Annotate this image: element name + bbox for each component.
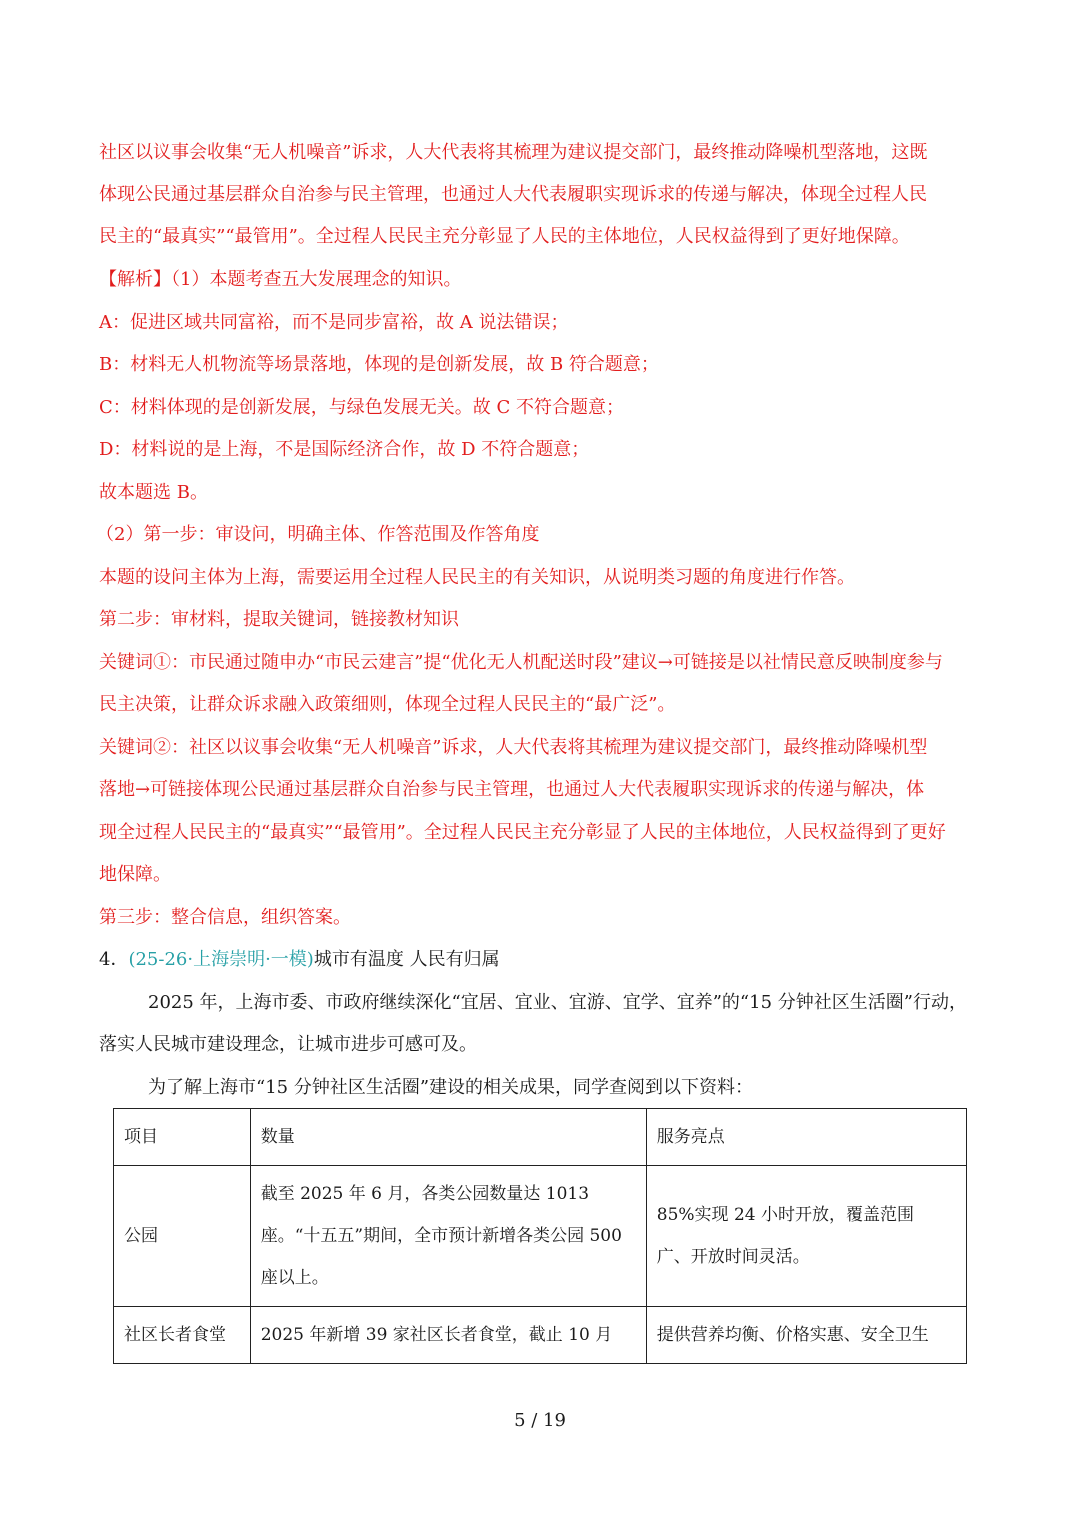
step1-title: （2）第一步：审设问，明确主体、作答范围及作答角度 [96, 524, 540, 545]
analysis-intro [99, 268, 989, 292]
highlight-line: 85%实现 24 小时开放，覆盖范围 [656, 1205, 914, 1225]
option-a: A：促进区域共同富裕，而不是同步富裕，故 A 说法错误； [99, 312, 569, 333]
table-cell-highlight [646, 1166, 966, 1307]
quantity-line: 座以上。 [260, 1268, 329, 1288]
answer-line-2: 体现公民通过基层群众自治参与民主管理，也通过人大代表履职实现诉求的传递与解决，体现全过程人民 [99, 184, 927, 205]
keyword2-line-2: 落地→可链接体现公民通过基层群众自治参与民主管理，也通过人大代表履职实现诉求的传递与解决，体 [99, 779, 925, 800]
keyword1-line-1: 关键词①：市民通过随申办“市民云建言”提“优化无人机配送时段”建议→可链接是以社情民意反映制度参与 [99, 652, 943, 673]
table-row [114, 1307, 967, 1364]
question-para1-line-2: 落实人民城市建设理念，让城市进步可感可及。 [99, 1034, 477, 1055]
step3: 第三步：整合信息，组织答案。 [99, 907, 351, 928]
step2-title: 第二步：审材料，提取关键词，链接教材知识 [99, 609, 459, 630]
option-d: D：材料说的是上海，不是国际经济合作，故 D 不符合题意； [99, 439, 590, 460]
table-header-highlight: 服务亮点 [646, 1109, 966, 1166]
answer-line-1: 社区以议事会收集“无人机噪音”诉求，人大代表将其梳理为建议提交部门，最终推动降噪机型落地，这既 [99, 142, 928, 163]
question-header [99, 948, 989, 972]
quantity-line: 2025 年新增 39 家社区长者食堂，截止 10 月 [260, 1325, 613, 1345]
analysis-intro-text: （1）本题考查五大发展理念的知识。 [171, 269, 462, 290]
question-para1-line-1: 2025 年，上海市委、市政府继续深化“宜居、宜业、宜游、宜学、宜养”的“15 分钟社区生活圈”行动， [148, 992, 967, 1013]
table-header-row [114, 1109, 967, 1166]
conclusion: 故本题选 B。 [99, 482, 208, 503]
table-cell-quantity [250, 1166, 646, 1307]
data-table [113, 1108, 967, 1364]
quantity-line: 截至 2025 年 6 月，各类公园数量达 1013 [260, 1184, 590, 1204]
quantity-line: 座。“十五五”期间，全市预计新增各类公园 500 [260, 1226, 622, 1246]
question-number: 4． [99, 949, 129, 970]
table-row [114, 1166, 967, 1307]
table-header-item: 项目 [114, 1109, 251, 1166]
question-source: (25-26·上海崇明·一模) [128, 949, 314, 970]
highlight-line: 提供营养均衡、价格实惠、安全卫生 [656, 1325, 929, 1345]
table-cell-item: 社区长者食堂 [114, 1307, 251, 1364]
keyword1-line-2: 民主决策，让群众诉求融入政策细则，体现全过程人民民主的“最广泛”。 [99, 694, 676, 715]
highlight-line: 广、开放时间灵活。 [656, 1247, 810, 1267]
table-cell-highlight [646, 1307, 966, 1364]
keyword2-line-3: 现全过程人民民主的“最真实”“最管用”。全过程人民民主充分彰显了人民的主体地位，人民权益得到了更好 [99, 822, 946, 843]
keyword2-line-1: 关键词②：社区以议事会收集“无人机噪音”诉求，人大代表将其梳理为建议提交部门，最终推动降噪机型 [99, 737, 928, 758]
question-para2: 为了解上海市“15 分钟社区生活圈”建设的相关成果，同学查阅到以下资料： [148, 1077, 754, 1098]
option-b: B：材料无人机物流等场景落地，体现的是创新发展，故 B 符合题意； [99, 354, 659, 375]
analysis-tag: 【解析】 [99, 269, 171, 290]
page-number: 5 / 19 [514, 1410, 566, 1431]
question-title: 城市有温度 人民有归属 [313, 949, 500, 970]
table-cell-item: 公园 [114, 1166, 251, 1307]
step1-body: 本题的设问主体为上海，需要运用全过程人民民主的有关知识，从说明类习题的角度进行作答。 [99, 567, 855, 588]
answer-line-3: 民主的“最真实”“最管用”。全过程人民民主充分彰显了人民的主体地位，人民权益得到了更好地保障。 [99, 226, 910, 247]
keyword2-line-4: 地保障。 [99, 864, 171, 885]
option-c: C：材料体现的是创新发展，与绿色发展无关。故 C 不符合题意； [99, 397, 624, 418]
table-header-quantity: 数量 [250, 1109, 646, 1166]
table-cell-quantity [250, 1307, 646, 1364]
